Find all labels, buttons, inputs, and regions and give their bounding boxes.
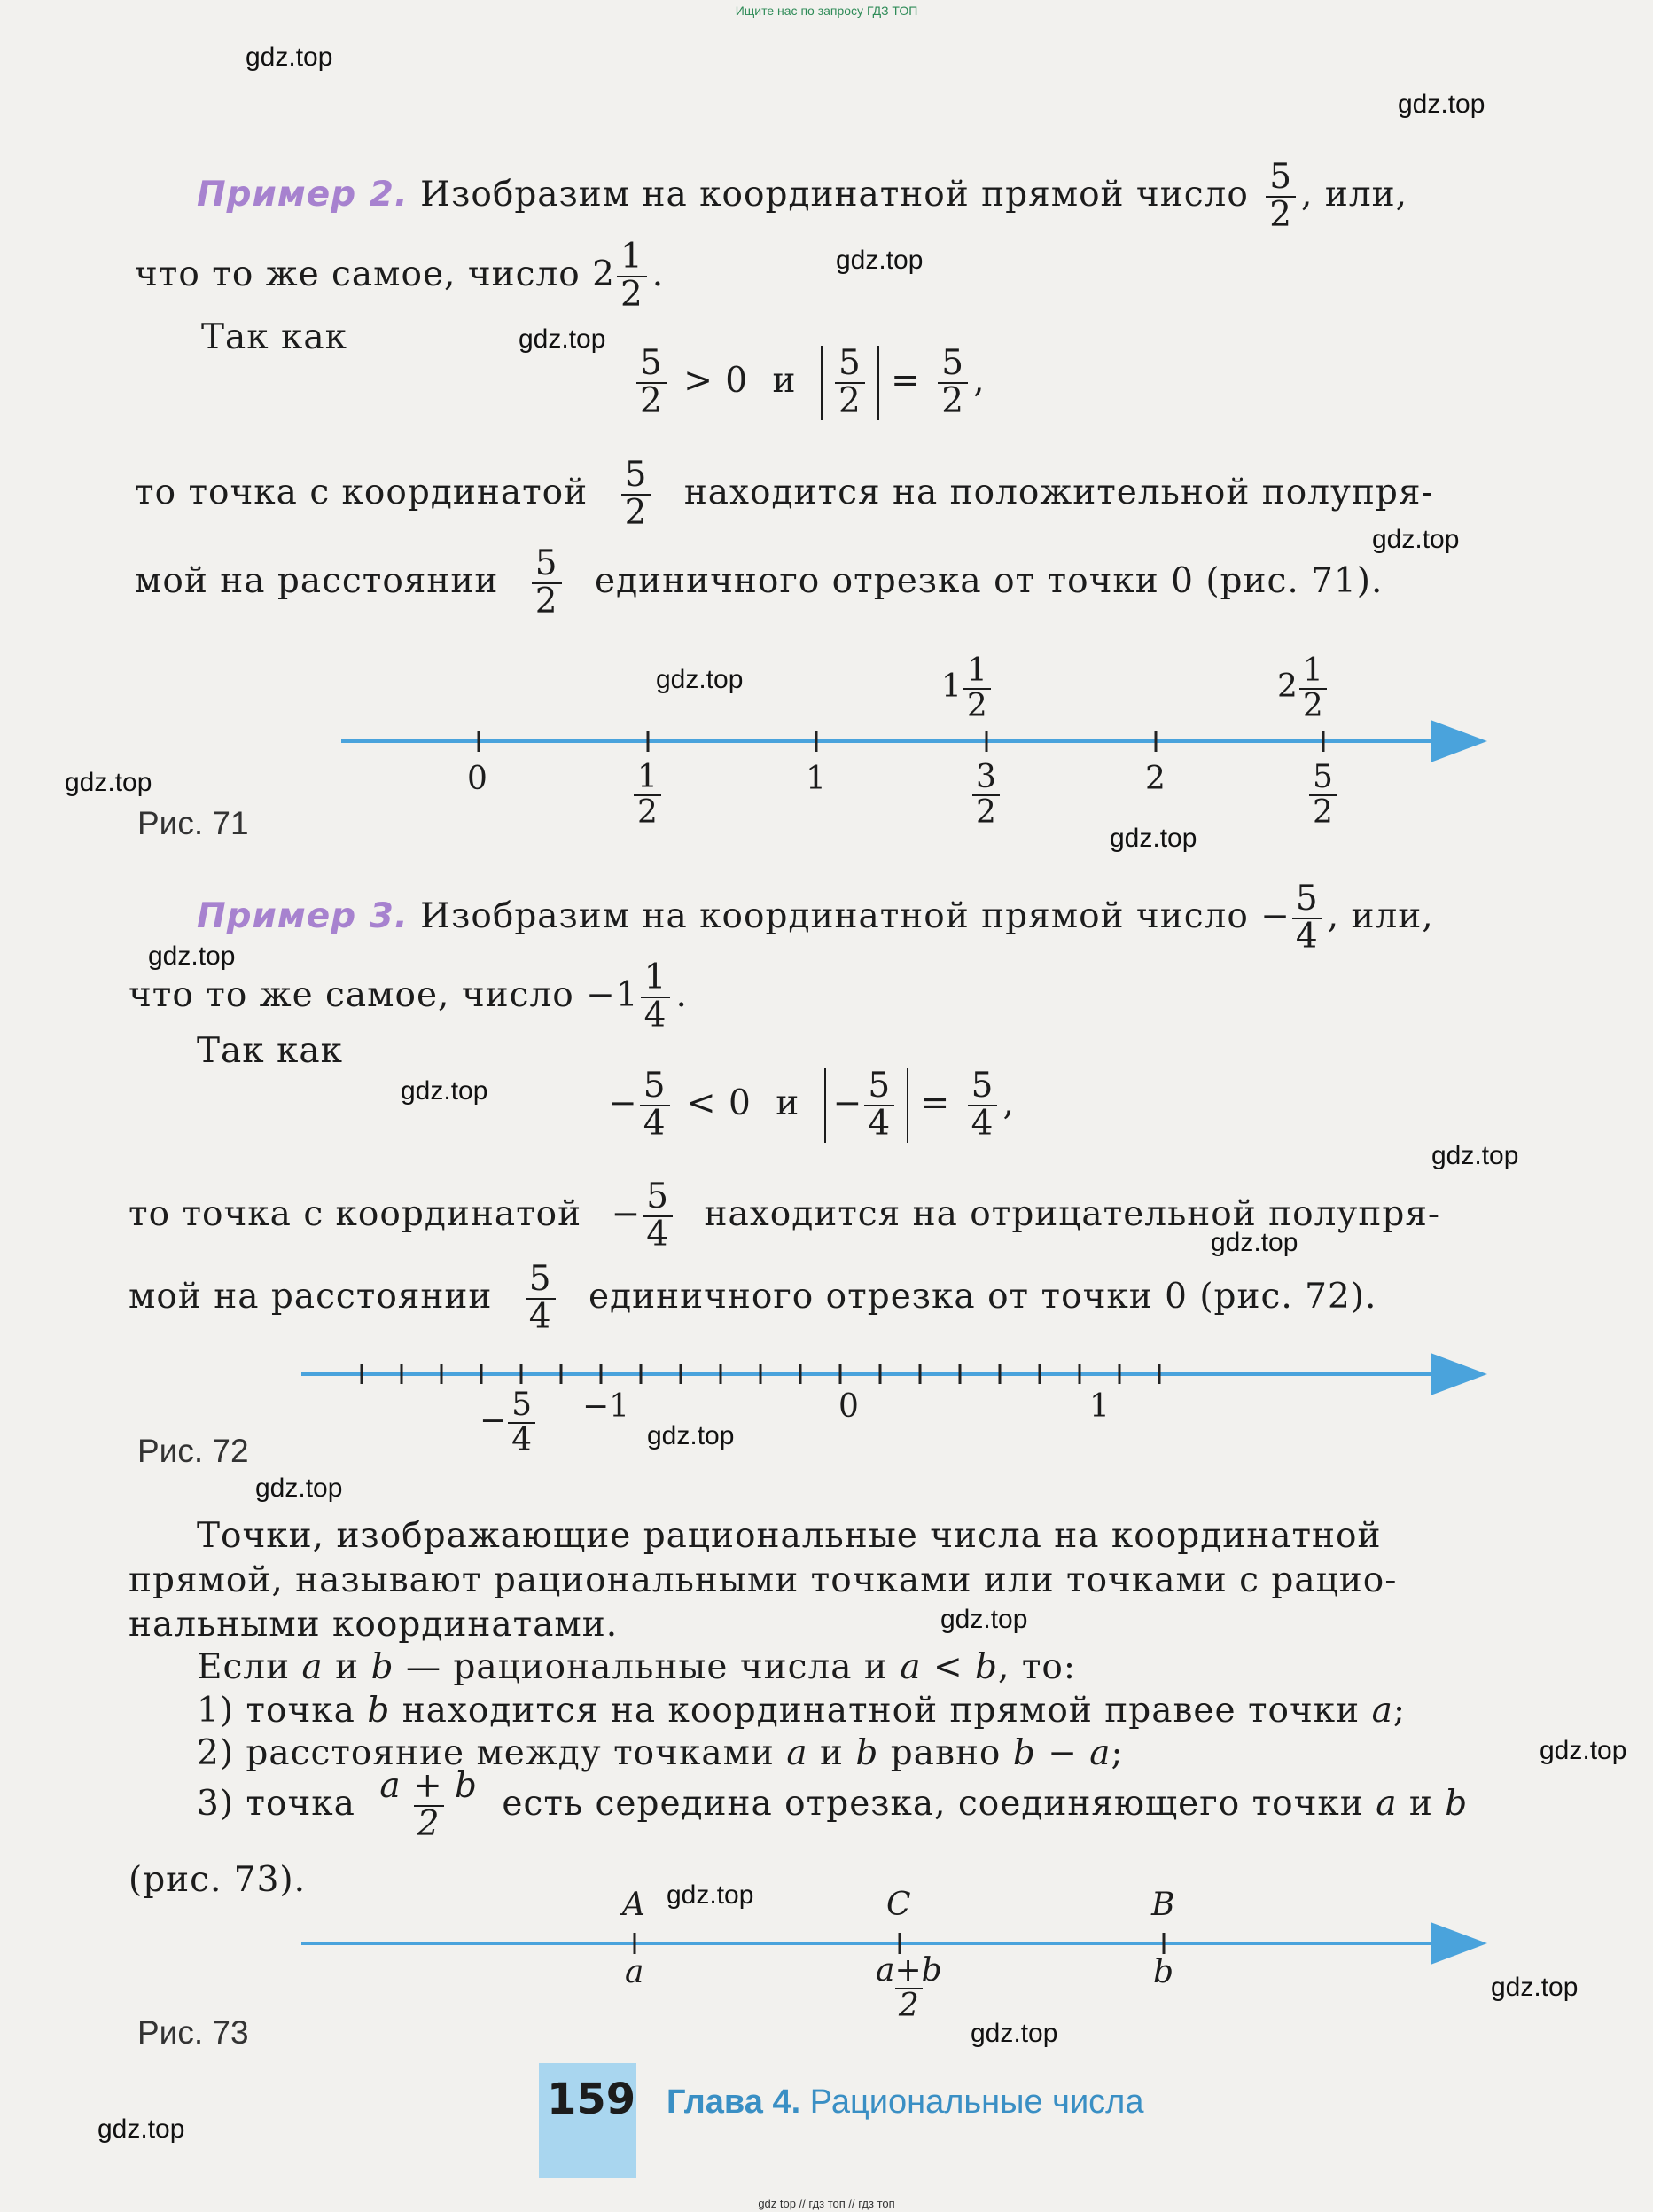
watermark: gdz.top (1431, 1141, 1519, 1170)
watermark: gdz.top (836, 246, 924, 275)
fig72-label-1: 1 (1089, 1388, 1110, 1425)
example2-line5: мой на расстоянии $\frac{5}{2}$ единичного отрезка от точки 0 (рис. 71). (135, 543, 1384, 621)
fig72-neg-five-quarters: − $\frac{5}{4}$ (480, 1388, 541, 1458)
theory-item2: 2) расстояние между точками a и b равно b − a; (197, 1733, 1124, 1773)
theory-item3-cont: (рис. 73). (129, 1860, 307, 1900)
footer-note: gdz top // гдз топ // гдз топ (758, 2197, 895, 2210)
fig71-caption: Рис. 71 (137, 805, 249, 841)
example3-since: Так как (197, 1031, 344, 1071)
watermark: gdz.top (647, 1421, 735, 1450)
example3-line5: мой на расстоянии $\frac{5}{4}$ единичного отрезка от точки 0 (рис. 72). (129, 1259, 1377, 1337)
fig73-value-a: a (625, 1954, 644, 1990)
header-note: Ищите нас по запросу ГДЗ ТОП (735, 4, 918, 18)
theory-p2: Если a и b — рациональные числа и a < b, то: (197, 1647, 1077, 1687)
theory-p1-l1: Точки, изображающие рациональные числа на координатной (197, 1516, 1382, 1556)
watermark: gdz.top (667, 1880, 754, 1910)
fig71-mixed-2: 2 $\frac{1}{2}$ (1277, 654, 1332, 723)
example2-line1: Пример 2. Изобразим на координатной прямой число $\frac{5}{2}$ , или, (197, 157, 1407, 235)
example3-formula: − $\frac{5}{4}$ < 0 и − $\frac{5}{4}$ = $\frac{5}{4}$ , (608, 1066, 1015, 1144)
fig72-label-neg1: −1 (582, 1388, 630, 1425)
fig73-caption: Рис. 73 (137, 2014, 249, 2051)
theory-item1: 1) точка b находится на координатной прямой правее точки a; (197, 1691, 1406, 1731)
mixed-number: −1 $\frac{1}{4}$ (586, 975, 675, 1015)
chapter-title: Глава 4. Рациональные числа (667, 2083, 1144, 2121)
example2-since: Так как (201, 317, 348, 357)
watermark: gdz.top (940, 1605, 1028, 1634)
theory-p1-l2: прямой, называют рациональными точками или точками с рацио- (129, 1560, 1398, 1600)
fig72-caption: Рис. 72 (137, 1433, 249, 1469)
watermark: gdz.top (656, 665, 744, 694)
fig72-ticks (362, 1364, 1159, 1384)
fig73-value-b: b (1153, 1954, 1174, 1990)
theory-p1-l3: нальными координатами. (129, 1605, 619, 1645)
fig73-point-c: C (886, 1887, 911, 1923)
fig72-label-0: 0 (838, 1388, 859, 1425)
watermark: gdz.top (246, 43, 333, 72)
fraction: $\frac{5}{2}$ (1266, 160, 1296, 234)
fig71-mixed-1: 1 $\frac{1}{2}$ (941, 654, 996, 723)
example2-label: Пример 2. (197, 174, 409, 215)
mixed-number: 2 $\frac{1}{2}$ (592, 254, 652, 294)
fig71-half: $\frac{1}{2}$ (628, 761, 667, 830)
example2-formula: $\frac{5}{2}$ > 0 и $\frac{5}{2}$ = $\frac{5}{2}$ , (631, 346, 986, 420)
fig73-value-midpoint: $\frac{a+b}{2}$ (876, 1952, 942, 2024)
example3-line2: что то же самое, число −1 $\frac{1}{4}$ . (129, 957, 688, 1036)
watermark: gdz.top (148, 942, 236, 971)
fig73-point-a: A (622, 1887, 645, 1923)
watermark: gdz.top (1372, 525, 1460, 554)
example3-label: Пример 3. (197, 895, 409, 936)
example3-line1: Пример 3. Изобразим на координатной прямой число − $\frac{5}{4}$ , или, (197, 879, 1434, 957)
fig71-three-halves: $\frac{3}{2}$ (967, 761, 1005, 830)
watermark: gdz.top (401, 1076, 488, 1106)
page-number: 159 (547, 2075, 636, 2124)
example2-line2: что то же самое, число 2 $\frac{1}{2}$ . (135, 237, 665, 315)
watermark: gdz.top (1110, 824, 1197, 853)
example2-line4: то точка с координатой $\frac{5}{2}$ находится на положительной полупря- (135, 455, 1434, 533)
watermark: gdz.top (97, 2114, 185, 2144)
fig71-five-halves: $\frac{5}{2}$ (1304, 761, 1342, 830)
example3-line4: то точка с координатой − $\frac{5}{4}$ находится на отрицательной полупря- (129, 1176, 1441, 1255)
watermark: gdz.top (65, 768, 152, 797)
watermark: gdz.top (971, 2019, 1058, 2048)
watermark: gdz.top (1491, 1973, 1579, 2002)
fig71-tick-1: 1 (806, 761, 826, 797)
fig71-tick-2: 2 (1145, 761, 1166, 797)
watermark: gdz.top (1540, 1736, 1627, 1765)
fig73-point-b: B (1151, 1887, 1175, 1923)
fig71-tick-0: 0 (467, 761, 487, 797)
watermark: gdz.top (1211, 1228, 1298, 1257)
theory-item3: 3) точка $\frac{a + b}{2}$ есть середина отрезка, соединяющего точки a и b (197, 1766, 1469, 1844)
watermark: gdz.top (519, 324, 606, 354)
watermark: gdz.top (255, 1473, 343, 1503)
watermark: gdz.top (1398, 90, 1485, 119)
